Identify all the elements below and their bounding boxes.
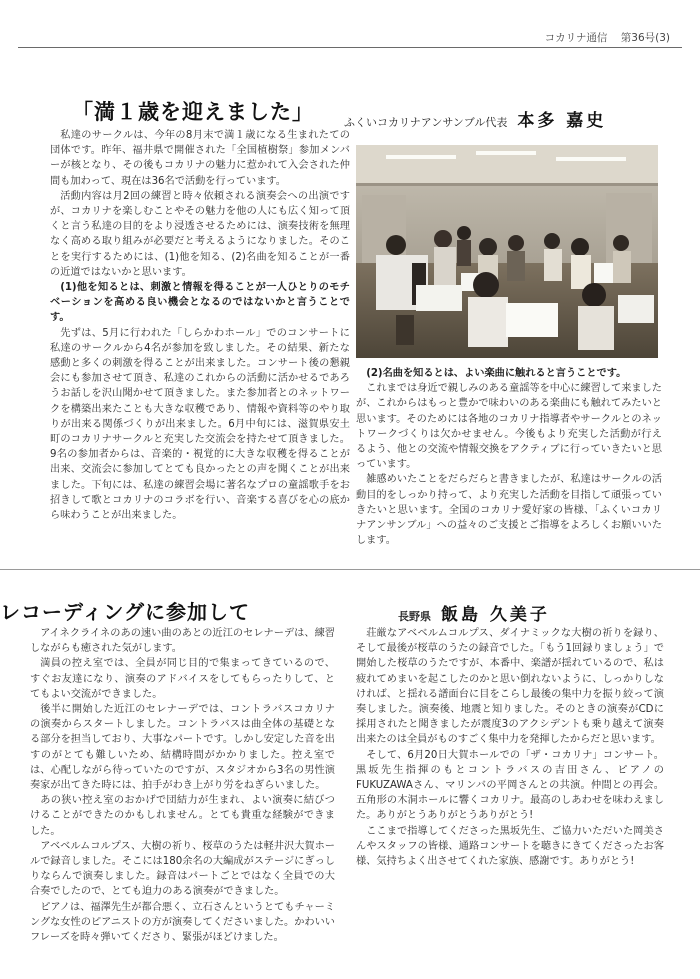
paragraph: 満員の控え室では、全員が同じ目的で集まってきているので、すぐお友達になり、演奏のアドバイスをしてもらったりして、とてもよい交流ができました。 bbox=[30, 658, 335, 700]
paragraph: 先ずは、5月に行われた「しらかわホール」でのコンサートに私達のサークルから4名が参加を致しました。その結果、新たな感動と多くの刺激を得ることが出来ました。コンサート後の懇親会にも参加させて頂き、私達のこれからの活動に活かせるであろうお話しを沢山聞かせて頂きました。また参加者とのネットワークを構築出来たことも大きな収穫であり、情報や資料等のやり取りが出来る関係づくりが出来ました。6月中旬には、滋賀県安土町のコカリナサークルと充実した交流会を持たせて頂きました。9名の参加者からは、音楽的・視覚的に大きな収穫を得ることが出来、交流会に参加してとても良かったとの声を聞くことが出来ました。下旬には、私達の練習会場に著名なプロの童謡歌手をお招きして歌とコカリナのコラボを行い、音楽する喜びを心の底から味わうことが出来ました。 bbox=[50, 327, 350, 522]
article2-column-left bbox=[30, 626, 335, 971]
paragraph: アイネクライネのあの速い曲のあとの近江のセレナーデは、練習しながらも癒された気がします。 bbox=[30, 628, 335, 655]
paragraph: 荘厳なアベベルムコルプス、ダイナミックな大樹の祈りを録り、そして最後が桜草のうたの録音でした。「もう1回録りましょう」で開始した桜草のうたですが、本番中、楽譜が揺れているので、私は疲れてめまいを起こしたのかと思い倒れないように、しっかりしなければ、と揺れる譜面台に目をこらし最後の集中力を振り絞って演奏しました。演奏後、地震と知りました。そのときの演奏がCDに採用されたと聞きましたが震度3のアクシデントも乗り越えて演奏出来たのは全員がものすごく集中力を発揮したからだと思います。 bbox=[356, 628, 664, 746]
article1-title: 「満１歳を迎えました」 bbox=[72, 100, 314, 124]
article2-byline bbox=[398, 600, 550, 625]
article2-title: レコーディングに参加して bbox=[0, 600, 250, 624]
paragraph-emphasis: (1)他を知るとは、刺激と情報を得ることが一人ひとりのモチベーションを高める良い機会となるのではないかと言うことです。 bbox=[50, 282, 350, 324]
byline-author: 本多 嘉史 bbox=[517, 111, 607, 131]
publication-name: コカリナ通信 bbox=[544, 32, 608, 44]
byline-prefecture: 長野県 bbox=[398, 610, 431, 623]
article2-column-right bbox=[356, 626, 664, 971]
rehearsal-photo bbox=[356, 145, 658, 358]
byline-author: 飯島 久美子 bbox=[441, 605, 550, 625]
paragraph: 後半に開始した近江のセレナーデでは、コントラバスコカリナの演奏からスタートしました。コントラバスは曲全体の基礎となる部分を担当しており、大事なパートです。しかし安定した音を出すのがとても難しいため、結構時間がかかりました。控え室では、心配しながら待っていたのですが、スタジオから3名の男性演奏家が出てきた時には、拍手がわき上がり労をねぎらいました。 bbox=[30, 704, 335, 792]
paragraph: あの狭い控え室のおかげで団結力が生まれ、よい演奏に結びつけることができたのかもしれません。とても貴重な経験ができました。 bbox=[30, 795, 335, 837]
byline-org: ふくいコカリナアンサンブル代表 bbox=[344, 116, 508, 129]
paragraph: ここまで指導してくださった黒坂先生、ご協力いただいた岡美さんやスタッフの皆様、通路コンサートを聴きにきてくださったお客様、気持ちよく出させてくれた家族、感謝です。ありがとう! bbox=[356, 825, 664, 868]
paragraph: ピアノは、福澤先生が都合悪く、立石さんというとてもチャーミングな女性のピアニストの方が演奏してくださいました。かわいいフレーズを時々弾いてくださり、緊張がほどけました。 bbox=[30, 901, 335, 944]
paragraph-emphasis: (2)名曲を知るとは、よい楽曲に触れると言うことです。 bbox=[366, 368, 627, 379]
paragraph: 私達のサークルは、今年の8月末で満１歳になる生まれたての団体です。昨年、福井県で開催された「全国植樹祭」参加メンバーが核となり、その後もコカリナの魅力に惹かれて入会された仲間も加わって、現在は36名で活動を行っています。 bbox=[50, 130, 350, 187]
article1-column-right bbox=[356, 366, 662, 556]
header-rule bbox=[18, 47, 682, 48]
paragraph: アベベルムコルプス、大樹の祈り、桜草のうたは軽井沢大賀ホールで録音しました。そこには180余名の大編成がステージにぎっしりならんで演奏しました。録音はパートごとではなく全員での大合奏でしたので、とても迫力のある演奏ができました。 bbox=[30, 840, 335, 898]
issue-number: 第36号(3) bbox=[620, 32, 670, 44]
page-header bbox=[545, 30, 670, 45]
paragraph: これまでは身近で親しみのある童謡等を中心に練習して来ましたが、これからはもっと豊かで味わいのある楽曲にも触れてみたいと思います。そのためには各地のコカリナ指導者やサークルとのネットワークづくりは欠かせません。今後もより充実した活動が行えるよう、他との交流や情報交換をアクティブに行っていきたいと思っています。 bbox=[356, 383, 662, 471]
rehearsal-photo-illustration bbox=[356, 145, 658, 358]
paragraph: そして、6月20日大賀ホールでの「ザ・コカリナ」コンサート。黒坂先生指揮のもとコントラバスの吉田さん、ピアノのFUKUZAWAさん、マリンバの平岡さんとの共演。仲間との再会。五角形の木洞ホールに響くコカリナ。最高のしあわせを味わえました。ありがとうありがとうありがとう! bbox=[356, 749, 664, 822]
article1-byline bbox=[344, 106, 606, 131]
paragraph: 活動内容は月2回の練習と時々依頼される演奏会への出演ですが、コカリナを楽しむことやその魅力を他の人にも広く知って頂くと言う私達の目的をより浸透させるためには、演奏技術を無理なく高める取り組みが必要だと考えるようになりました。そのことを実行するためには、(1)他を知る、(2)名曲を知ることが一番の近道ではないかと思います。 bbox=[50, 190, 350, 278]
article1-column-left bbox=[50, 128, 350, 556]
paragraph: 雑感めいたことをだらだらと書きましたが、私達はサークルの活動目的をしっかり持って、より充実した活動を目指して頑張っていきたいと思います。全国のコカリナ愛好家の皆様、「ふくいコカリナアンサンブル」への益々のご支援とご指導をよろしくお願いいたします。 bbox=[356, 474, 662, 547]
article-divider bbox=[0, 569, 700, 570]
